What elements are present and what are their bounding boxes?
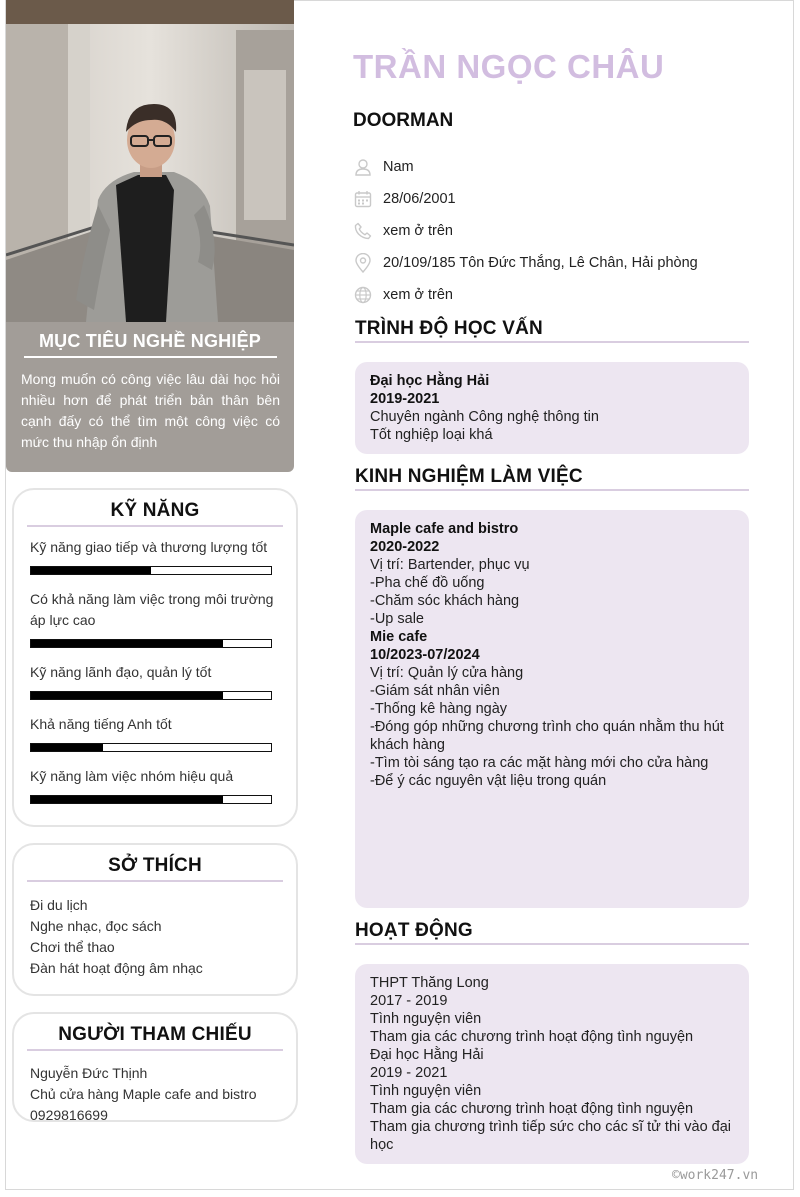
skill-bar [30, 795, 272, 804]
skills-section [12, 488, 298, 827]
activity-line: THPT Thăng Long [370, 975, 489, 991]
contact-phone [353, 221, 453, 241]
skill-label: Có khả năng làm việc trong môi trường áp lực cao [30, 591, 274, 628]
activity-line: Tham gia các chương trình hoạt động tình nguyện [370, 1029, 694, 1045]
skill-bar [30, 743, 272, 752]
hobby-item: Đi du lịch [30, 897, 88, 913]
contact-text: xem ở trên [383, 287, 453, 303]
education-box [355, 362, 749, 454]
reference-role: Chủ cửa hàng Maple cafe and bistro [30, 1086, 257, 1102]
activity-line: Tham gia chương trình tiếp sức cho các sĩ tử thi vào đại học [370, 1119, 732, 1153]
education-title: TRÌNH ĐỘ HỌC VẤN [355, 318, 749, 343]
skill-label: Kỹ năng làm việc nhóm hiệu quả [30, 768, 234, 784]
hobbies-section [12, 843, 298, 996]
skill-bar [30, 639, 272, 648]
skill-label: Kỹ năng lãnh đạo, quản lý tốt [30, 664, 212, 680]
hobby-item: Đàn hát hoạt động âm nhạc [30, 960, 203, 976]
activity-line: Tình nguyện viên [370, 1011, 482, 1027]
activity-line: Tình nguyện viên [370, 1083, 482, 1099]
hobby-item: Chơi thể thao [30, 939, 115, 955]
skill-bar-fill [31, 796, 223, 803]
skill-bar [30, 691, 272, 700]
skill-bar-fill [31, 744, 103, 751]
job-line: Vị trí: Bartender, phục vụ [370, 557, 530, 573]
job-period: 10/2023-07/2024 [370, 647, 480, 663]
job-line: -Để ý các nguyên vật liệu trong quán [370, 773, 607, 789]
profile-photo [6, 0, 294, 322]
job-line: -Thống kê hàng ngày [370, 701, 508, 717]
reference-name: Nguyễn Đức Thịnh [30, 1065, 148, 1081]
hobbies-title: SỞ THÍCH [108, 855, 202, 876]
candidate-name: TRẦN NGỌC CHÂU [353, 48, 665, 85]
job-company: Mie cafe [370, 629, 428, 645]
skill-bar-fill [31, 640, 223, 647]
contact-text: 28/06/2001 [383, 191, 456, 207]
education-school: Đại học Hằng Hải [370, 373, 490, 389]
skill-item [14, 589, 296, 648]
job-line: -Chăm sóc khách hàng [370, 593, 520, 609]
skill-item [14, 537, 296, 575]
skill-bar-fill [31, 692, 223, 699]
skill-label: Khả năng tiếng Anh tốt [30, 716, 172, 732]
activity-line: Tham gia các chương trình hoạt động tình nguyện [370, 1101, 694, 1117]
calendar-icon [353, 189, 373, 209]
skill-item [14, 714, 296, 752]
activity-line: 2019 - 2021 [370, 1065, 448, 1081]
contact-text: xem ở trên [383, 223, 453, 239]
contact-website [353, 285, 453, 305]
reference-phone: 0929816699 [30, 1107, 108, 1123]
globe-icon [353, 285, 373, 305]
watermark-footer: ©work247.vn [672, 1168, 759, 1183]
skill-bar-fill [31, 567, 151, 574]
job-line: -Pha chế đồ uống [370, 575, 485, 591]
education-years: 2019-2021 [370, 391, 440, 407]
career-objective-title: MỤC TIÊU NGHỀ NGHIỆP [38, 331, 261, 351]
contact-birthday [353, 189, 456, 209]
job-company: Maple cafe and bistro [370, 521, 519, 537]
skills-title: KỸ NĂNG [110, 500, 200, 521]
references-section [12, 1012, 298, 1122]
skill-bar [30, 566, 272, 575]
contact-address [353, 253, 698, 273]
activities-box [355, 964, 749, 1164]
experience-title: KINH NGHIỆM LÀM VIỆC [355, 466, 749, 491]
phone-icon [353, 221, 373, 241]
skill-item [14, 766, 296, 804]
job-period: 2020-2022 [370, 539, 440, 555]
education-major: Chuyên ngành Công nghệ thông tin [370, 409, 599, 425]
job-line: -Up sale [370, 611, 424, 627]
career-objective-text: Mong muốn có công việc lâu dài học hỏi nhiều hơn để phát triển bản thân bên cạnh đấy có thể tìm một công việc có mức thu nhập ổn định [21, 371, 280, 450]
job-position: DOORMAN [353, 110, 454, 131]
education-result: Tốt nghiệp loại khá [370, 427, 493, 443]
experience-box [355, 510, 749, 908]
activities-title: HOẠT ĐỘNG [355, 920, 749, 945]
job-line: -Tìm tòi sáng tạo ra các mặt hàng mới cho cửa hàng [370, 755, 709, 771]
user-icon [353, 157, 373, 177]
skill-item [14, 662, 296, 700]
skill-label: Kỹ năng giao tiếp và thương lượng tốt [30, 539, 268, 555]
job-line: -Giám sát nhân viên [370, 683, 500, 699]
job-line: -Đóng góp những chương trình cho quán nhằm thu hút khách hàng [370, 719, 724, 753]
activity-line: Đại học Hằng Hải [370, 1047, 484, 1063]
location-icon [353, 253, 373, 273]
contact-text: Nam [383, 159, 414, 175]
job-line: Vị trí: Quản lý cửa hàng [370, 665, 524, 681]
career-objective-section [6, 322, 294, 472]
references-title: NGƯỜI THAM CHIẾU [58, 1024, 252, 1045]
activity-line: 2017 - 2019 [370, 993, 448, 1009]
hobby-item: Nghe nhạc, đọc sách [30, 918, 162, 934]
contact-gender [353, 157, 414, 177]
contact-text: 20/109/185 Tôn Đức Thắng, Lê Chân, Hải phòng [383, 255, 698, 271]
